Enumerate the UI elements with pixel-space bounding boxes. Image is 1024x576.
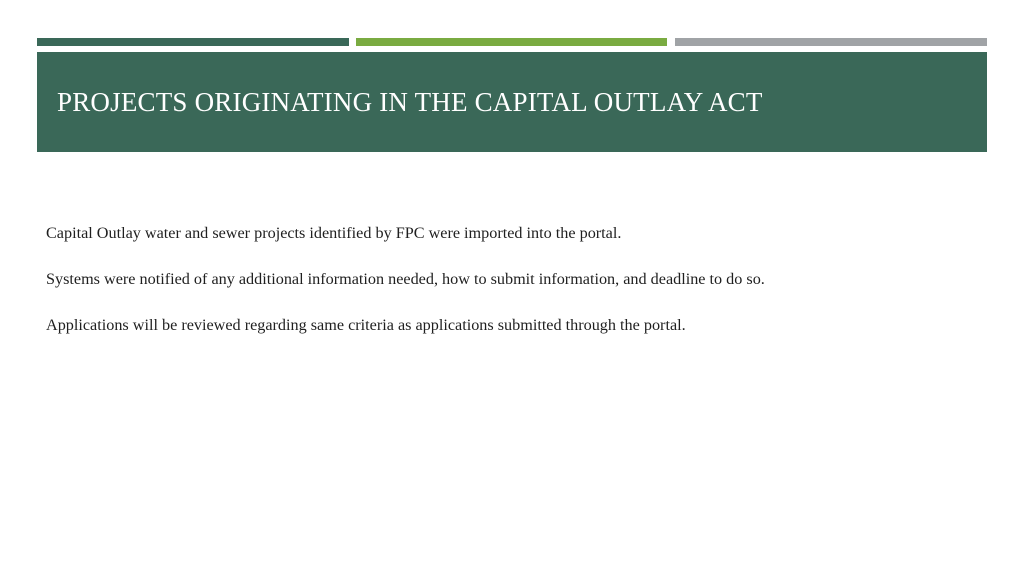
slide-title: PROJECTS ORIGINATING IN THE CAPITAL OUTLAY ACT: [57, 86, 763, 117]
body-paragraph: Applications will be reviewed regarding same criteria as applications submitted through the portal.: [46, 316, 686, 334]
accent-bar-light-green: [356, 38, 667, 46]
body-paragraph: Systems were notified of any additional information needed, how to submit information, and deadline to do so.: [46, 270, 765, 288]
slide-body: [46, 222, 986, 360]
title-band: [37, 52, 987, 152]
accent-bar-dark-green: [37, 38, 349, 46]
accent-bar-gray: [675, 38, 987, 46]
body-paragraph: Capital Outlay water and sewer projects identified by FPC were imported into the portal.: [46, 224, 622, 242]
